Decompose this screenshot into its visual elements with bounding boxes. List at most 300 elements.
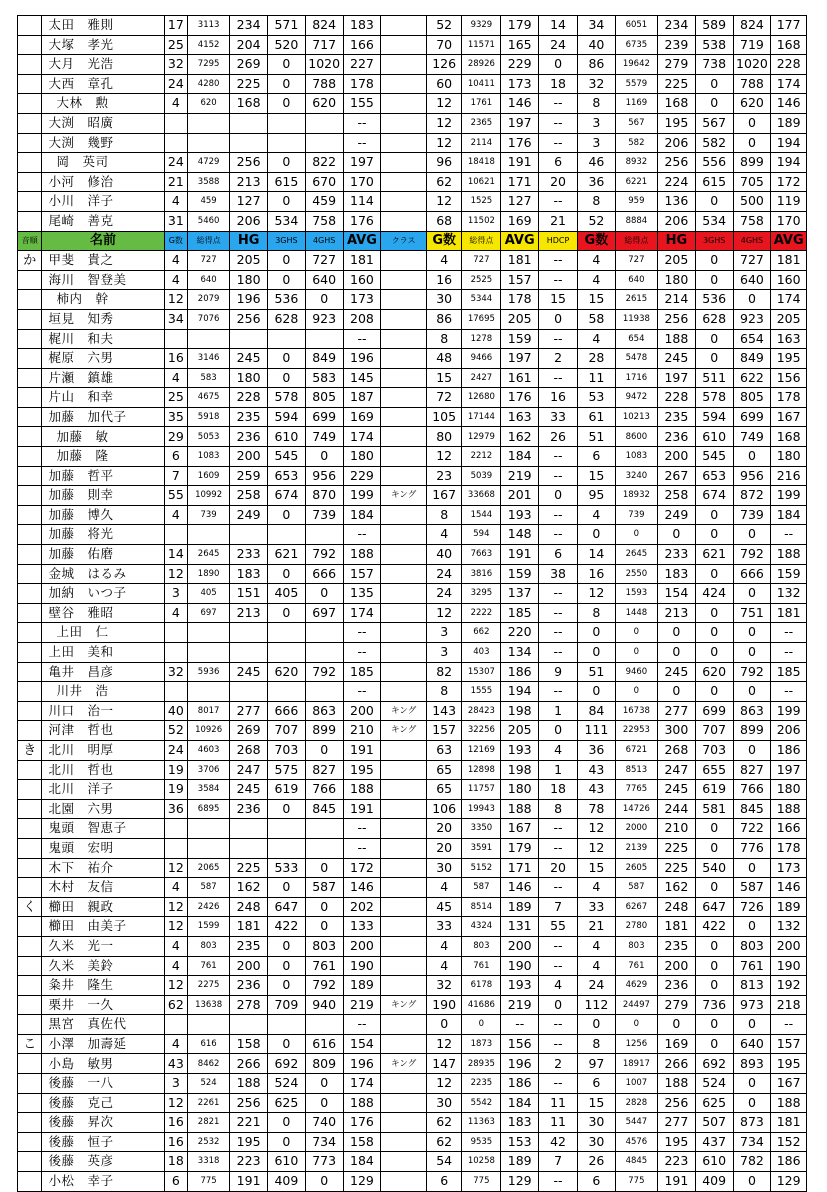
ghs4-3-cell: 0 <box>733 113 771 133</box>
name-cell: 甲斐 貴之 <box>42 251 164 271</box>
games3-cell: 4 <box>578 270 616 290</box>
class-cell <box>381 838 427 858</box>
ghs4-1-cell: 0 <box>305 447 343 467</box>
games1-cell <box>164 838 187 858</box>
total3-cell: 727 <box>615 251 657 271</box>
total1-cell: 620 <box>188 94 230 114</box>
avg2-cell: 190 <box>501 956 539 976</box>
ghs3-1-cell: 0 <box>268 1132 306 1152</box>
total2-cell: 9466 <box>462 349 501 369</box>
total3-cell: 9460 <box>615 662 657 682</box>
games2-cell: 45 <box>426 897 462 917</box>
avg3-cell: 167 <box>771 1074 807 1094</box>
games3-cell: 24 <box>578 976 616 996</box>
avg2-cell: 200 <box>501 936 539 956</box>
total1-cell: 2821 <box>188 1113 230 1133</box>
games3-cell: 4 <box>578 505 616 525</box>
total2-cell: 28423 <box>462 701 501 721</box>
ghs4-1-cell: 870 <box>305 486 343 506</box>
ghs4-3-cell: 719 <box>733 35 771 55</box>
total3-cell: 10213 <box>615 407 657 427</box>
games3-cell: 53 <box>578 388 616 408</box>
games2-cell: 63 <box>426 740 462 760</box>
hg1-cell: 256 <box>230 309 268 329</box>
total3-cell: 4576 <box>615 1132 657 1152</box>
hdcp-cell: 0 <box>539 309 578 329</box>
name-cell: 小川 洋子 <box>42 192 164 212</box>
games1-cell <box>164 643 187 663</box>
name-cell: 大林 勲 <box>42 94 164 114</box>
avg3-cell: -- <box>771 623 807 643</box>
hg3-cell: 266 <box>658 1054 696 1074</box>
games3-cell: 11 <box>578 368 616 388</box>
avg3-cell: 189 <box>771 113 807 133</box>
games2-cell: 8 <box>426 505 462 525</box>
games3-cell: 8 <box>578 192 616 212</box>
ghs4-3-cell: 0 <box>733 1172 771 1192</box>
avg2-cell: 179 <box>501 838 539 858</box>
games1-cell <box>164 113 187 133</box>
table-row <box>18 94 807 114</box>
total2-cell: 594 <box>462 525 501 545</box>
class-cell <box>381 682 427 702</box>
hdcp-cell: -- <box>539 270 578 290</box>
games3-cell: 15 <box>578 858 616 878</box>
kana-cell <box>18 956 42 976</box>
avg2-cell: 193 <box>501 505 539 525</box>
ghs4-1-cell: 940 <box>305 995 343 1015</box>
ghs3-1-cell: 674 <box>268 486 306 506</box>
total3-cell: 4629 <box>615 976 657 996</box>
header-4ghs-3: 4GHS <box>733 231 771 251</box>
hdcp-cell: 18 <box>539 780 578 800</box>
name-cell: 上田 美和 <box>42 643 164 663</box>
name-cell: 加藤 博久 <box>42 505 164 525</box>
games3-cell: 3 <box>578 133 616 153</box>
class-cell <box>381 525 427 545</box>
class-cell <box>381 192 427 212</box>
ghs4-3-cell: 827 <box>733 760 771 780</box>
games2-cell: 82 <box>426 662 462 682</box>
avg3-cell: 170 <box>771 211 807 231</box>
ghs4-1-cell: 0 <box>305 917 343 937</box>
total2-cell: 28935 <box>462 1054 501 1074</box>
games2-cell: 32 <box>426 976 462 996</box>
games1-cell: 4 <box>164 251 187 271</box>
games3-cell: 4 <box>578 251 616 271</box>
games2-cell: 12 <box>426 1034 462 1054</box>
games2-cell: 12 <box>426 113 462 133</box>
ghs4-3-cell: 734 <box>733 1132 771 1152</box>
table-row <box>18 623 807 643</box>
name-cell: 北川 明厚 <box>42 740 164 760</box>
name-cell: 垣見 知秀 <box>42 309 164 329</box>
name-cell: 大渕 幾野 <box>42 133 164 153</box>
kana-cell <box>18 584 42 604</box>
total3-cell: 1593 <box>615 584 657 604</box>
avg1-cell: 154 <box>343 1034 381 1054</box>
hdcp-cell: -- <box>539 251 578 271</box>
ghs3-1-cell: 405 <box>268 584 306 604</box>
hg3-cell: 245 <box>658 780 696 800</box>
table-row <box>18 721 807 741</box>
games2-cell: 20 <box>426 838 462 858</box>
hg1-cell: 221 <box>230 1113 268 1133</box>
ghs4-3-cell: 899 <box>733 153 771 173</box>
hg3-cell: 245 <box>658 349 696 369</box>
ghs3-3-cell: 0 <box>695 878 733 898</box>
total1-cell: 1599 <box>188 917 230 937</box>
table-row <box>18 309 807 329</box>
total1-cell: 1609 <box>188 466 230 486</box>
avg2-cell: 180 <box>501 780 539 800</box>
games1-cell: 36 <box>164 799 187 819</box>
total2-cell: 9535 <box>462 1132 501 1152</box>
ghs4-1-cell: 0 <box>305 858 343 878</box>
total2-cell: 11502 <box>462 211 501 231</box>
hg3-cell: 200 <box>658 447 696 467</box>
hg3-cell: 277 <box>658 1113 696 1133</box>
class-cell <box>381 74 427 94</box>
table-row <box>18 662 807 682</box>
hg3-cell: 188 <box>658 1074 696 1094</box>
table-row <box>18 349 807 369</box>
avg2-cell: 176 <box>501 388 539 408</box>
hg1-cell: 235 <box>230 936 268 956</box>
name-cell: 小松 幸子 <box>42 1172 164 1192</box>
kana-cell <box>18 799 42 819</box>
hdcp-cell: 1 <box>539 760 578 780</box>
hg1-cell: 223 <box>230 1152 268 1172</box>
total1-cell: 616 <box>188 1034 230 1054</box>
score-table <box>17 15 807 1192</box>
total1-cell: 2426 <box>188 897 230 917</box>
total2-cell: 3816 <box>462 564 501 584</box>
hg3-cell: 0 <box>658 682 696 702</box>
ghs4-1-cell <box>305 623 343 643</box>
kana-cell <box>18 760 42 780</box>
kana-cell <box>18 819 42 839</box>
hg1-cell: 127 <box>230 192 268 212</box>
avg3-cell: 181 <box>771 603 807 623</box>
class-cell: キング <box>381 486 427 506</box>
header-g3: G数 <box>578 231 616 251</box>
ghs4-1-cell <box>305 525 343 545</box>
name-cell: 大月 光浩 <box>42 55 164 75</box>
games3-cell: 0 <box>578 525 616 545</box>
kana-cell <box>18 270 42 290</box>
ghs3-3-cell: 0 <box>695 251 733 271</box>
hg1-cell: 234 <box>230 16 268 36</box>
total2-cell: 32256 <box>462 721 501 741</box>
ghs3-1-cell: 628 <box>268 309 306 329</box>
ghs4-3-cell: 863 <box>733 701 771 721</box>
avg2-cell: 162 <box>501 427 539 447</box>
ghs3-1-cell <box>268 113 306 133</box>
ghs4-1-cell: 788 <box>305 74 343 94</box>
hdcp-cell: 24 <box>539 35 578 55</box>
hdcp-cell: -- <box>539 643 578 663</box>
total2-cell: 12979 <box>462 427 501 447</box>
header-hg1: HG <box>230 231 268 251</box>
games3-cell: 30 <box>578 1113 616 1133</box>
hdcp-cell: 7 <box>539 1152 578 1172</box>
hg3-cell: 256 <box>658 1093 696 1113</box>
hdcp-cell: 0 <box>539 721 578 741</box>
table-row <box>18 427 807 447</box>
avg2-cell: 153 <box>501 1132 539 1152</box>
kana-cell <box>18 329 42 349</box>
total1-cell: 3588 <box>188 172 230 192</box>
games1-cell: 21 <box>164 172 187 192</box>
total3-cell: 6721 <box>615 740 657 760</box>
avg1-cell: 189 <box>343 976 381 996</box>
name-cell: 太田 雅則 <box>42 16 164 36</box>
ghs4-1-cell: 699 <box>305 407 343 427</box>
avg3-cell: 195 <box>771 349 807 369</box>
games3-cell: 0 <box>578 643 616 663</box>
table-row <box>18 780 807 800</box>
hdcp-cell: 2 <box>539 349 578 369</box>
hg1-cell: 213 <box>230 603 268 623</box>
total2-cell: 7663 <box>462 545 501 565</box>
total3-cell: 9472 <box>615 388 657 408</box>
header-name: 名前 <box>42 231 164 251</box>
total2-cell: 33668 <box>462 486 501 506</box>
class-cell <box>381 603 427 623</box>
hg1-cell: 196 <box>230 290 268 310</box>
class-cell <box>381 55 427 75</box>
hdcp-cell: -- <box>539 505 578 525</box>
total2-cell: 2212 <box>462 447 501 467</box>
hg1-cell: 248 <box>230 897 268 917</box>
total2-cell: 9329 <box>462 16 501 36</box>
ghs3-1-cell <box>268 525 306 545</box>
total3-cell: 5478 <box>615 349 657 369</box>
games1-cell: 32 <box>164 55 187 75</box>
class-cell <box>381 1034 427 1054</box>
games1-cell: 3 <box>164 584 187 604</box>
ghs4-1-cell: 849 <box>305 349 343 369</box>
table-row <box>18 1132 807 1152</box>
avg3-cell: 160 <box>771 270 807 290</box>
total3-cell: 6221 <box>615 172 657 192</box>
ghs4-1-cell: 809 <box>305 1054 343 1074</box>
games2-cell: 23 <box>426 466 462 486</box>
ghs3-1-cell <box>268 1015 306 1035</box>
avg2-cell: -- <box>501 1015 539 1035</box>
total1-cell: 5918 <box>188 407 230 427</box>
ghs3-1-cell: 0 <box>268 55 306 75</box>
ghs3-3-cell: 511 <box>695 368 733 388</box>
name-cell: 加藤 則幸 <box>42 486 164 506</box>
ghs3-1-cell: 0 <box>268 976 306 996</box>
ghs4-3-cell: 803 <box>733 936 771 956</box>
avg3-cell: 206 <box>771 721 807 741</box>
class-cell <box>381 1074 427 1094</box>
class-cell <box>381 976 427 996</box>
hg3-cell: 267 <box>658 466 696 486</box>
hdcp-cell: -- <box>539 623 578 643</box>
total2-cell: 761 <box>462 956 501 976</box>
hg3-cell: 245 <box>658 662 696 682</box>
games1-cell: 16 <box>164 1113 187 1133</box>
ghs4-3-cell: 873 <box>733 1113 771 1133</box>
hg3-cell: 256 <box>658 153 696 173</box>
ghs4-3-cell: 782 <box>733 1152 771 1172</box>
ghs4-1-cell <box>305 1015 343 1035</box>
total1-cell: 4729 <box>188 153 230 173</box>
total2-cell: 10258 <box>462 1152 501 1172</box>
games1-cell: 3 <box>164 1074 187 1094</box>
ghs3-3-cell: 0 <box>695 525 733 545</box>
name-cell: 上田 仁 <box>42 623 164 643</box>
avg1-cell: 199 <box>343 486 381 506</box>
ghs3-3-cell: 538 <box>695 35 733 55</box>
class-cell <box>381 113 427 133</box>
total3-cell: 2828 <box>615 1093 657 1113</box>
total3-cell: 16738 <box>615 701 657 721</box>
ghs3-3-cell: 545 <box>695 447 733 467</box>
games3-cell: 43 <box>578 760 616 780</box>
ghs4-3-cell: 973 <box>733 995 771 1015</box>
kana-cell <box>18 1172 42 1192</box>
games2-cell: 54 <box>426 1152 462 1172</box>
total2-cell: 1525 <box>462 192 501 212</box>
class-cell <box>381 251 427 271</box>
total3-cell: 2139 <box>615 838 657 858</box>
ghs4-3-cell: 0 <box>733 858 771 878</box>
header-4ghs-1: 4GHS <box>305 231 343 251</box>
ghs4-3-cell: 699 <box>733 407 771 427</box>
avg2-cell: 191 <box>501 545 539 565</box>
ghs3-1-cell: 707 <box>268 721 306 741</box>
avg2-cell: 201 <box>501 486 539 506</box>
ghs4-1-cell: 739 <box>305 505 343 525</box>
avg1-cell: 174 <box>343 1074 381 1094</box>
avg1-cell: 196 <box>343 1054 381 1074</box>
ghs3-3-cell: 699 <box>695 701 733 721</box>
avg3-cell: 189 <box>771 897 807 917</box>
ghs3-1-cell: 0 <box>268 94 306 114</box>
avg3-cell: 167 <box>771 407 807 427</box>
avg3-cell: 216 <box>771 466 807 486</box>
games1-cell: 12 <box>164 564 187 584</box>
avg3-cell: 180 <box>771 780 807 800</box>
ghs3-3-cell: 0 <box>695 505 733 525</box>
hdcp-cell: 16 <box>539 388 578 408</box>
hg3-cell: 247 <box>658 760 696 780</box>
name-cell: 小澤 加壽延 <box>42 1034 164 1054</box>
kana-cell <box>18 721 42 741</box>
name-cell: 後藤 克己 <box>42 1093 164 1113</box>
avg3-cell: 188 <box>771 799 807 819</box>
kana-cell <box>18 35 42 55</box>
avg3-cell: 186 <box>771 1152 807 1172</box>
total2-cell: 8514 <box>462 897 501 917</box>
avg1-cell: 129 <box>343 1172 381 1192</box>
ghs4-1-cell: 727 <box>305 251 343 271</box>
total2-cell: 727 <box>462 251 501 271</box>
total3-cell: 6735 <box>615 35 657 55</box>
avg1-cell: 185 <box>343 662 381 682</box>
hg3-cell: 197 <box>658 368 696 388</box>
ghs3-3-cell: 0 <box>695 976 733 996</box>
games2-cell: 12 <box>426 94 462 114</box>
name-cell: 栗井 一久 <box>42 995 164 1015</box>
name-cell: 柿内 幹 <box>42 290 164 310</box>
kana-cell <box>18 976 42 996</box>
total3-cell: 2645 <box>615 545 657 565</box>
ghs4-3-cell: 751 <box>733 603 771 623</box>
games2-cell: 8 <box>426 329 462 349</box>
avg3-cell: 181 <box>771 1113 807 1133</box>
kana-cell <box>18 153 42 173</box>
games2-cell: 8 <box>426 682 462 702</box>
class-cell <box>381 819 427 839</box>
hdcp-cell: 42 <box>539 1132 578 1152</box>
ghs4-3-cell: 739 <box>733 505 771 525</box>
name-cell: 櫛田 親政 <box>42 897 164 917</box>
total3-cell: 2615 <box>615 290 657 310</box>
hg1-cell: 200 <box>230 956 268 976</box>
hdcp-cell: -- <box>539 584 578 604</box>
name-cell: 北川 哲也 <box>42 760 164 780</box>
ghs3-3-cell: 524 <box>695 1074 733 1094</box>
kana-cell <box>18 407 42 427</box>
total1-cell: 2532 <box>188 1132 230 1152</box>
name-cell: 梶川 和夫 <box>42 329 164 349</box>
avg1-cell: 188 <box>343 780 381 800</box>
avg3-cell: 132 <box>771 584 807 604</box>
hdcp-cell: -- <box>539 113 578 133</box>
kana-cell <box>18 486 42 506</box>
avg1-cell: 166 <box>343 35 381 55</box>
games2-cell: 30 <box>426 1093 462 1113</box>
hg1-cell: 228 <box>230 388 268 408</box>
hdcp-cell: 6 <box>539 545 578 565</box>
avg1-cell: -- <box>343 623 381 643</box>
total2-cell: 17144 <box>462 407 501 427</box>
ghs4-1-cell: 0 <box>305 584 343 604</box>
avg1-cell: -- <box>343 329 381 349</box>
ghs3-1-cell: 0 <box>268 878 306 898</box>
name-cell: 後藤 恒子 <box>42 1132 164 1152</box>
total2-cell: 1544 <box>462 505 501 525</box>
total3-cell: 1256 <box>615 1034 657 1054</box>
table-row <box>18 133 807 153</box>
total2-cell: 3350 <box>462 819 501 839</box>
avg3-cell: -- <box>771 682 807 702</box>
total2-cell: 11571 <box>462 35 501 55</box>
hdcp-cell: 6 <box>539 153 578 173</box>
hg3-cell: 235 <box>658 936 696 956</box>
games3-cell: 86 <box>578 55 616 75</box>
games3-cell: 0 <box>578 682 616 702</box>
total3-cell: 4845 <box>615 1152 657 1172</box>
games1-cell: 24 <box>164 153 187 173</box>
name-cell: 大塚 孝光 <box>42 35 164 55</box>
ghs4-1-cell: 792 <box>305 662 343 682</box>
games1-cell: 32 <box>164 662 187 682</box>
table-row <box>18 564 807 584</box>
total3-cell: 8884 <box>615 211 657 231</box>
total1-cell: 2079 <box>188 290 230 310</box>
ghs4-3-cell: 654 <box>733 329 771 349</box>
hg3-cell: 206 <box>658 133 696 153</box>
hg1-cell: 233 <box>230 545 268 565</box>
ghs3-1-cell: 703 <box>268 740 306 760</box>
